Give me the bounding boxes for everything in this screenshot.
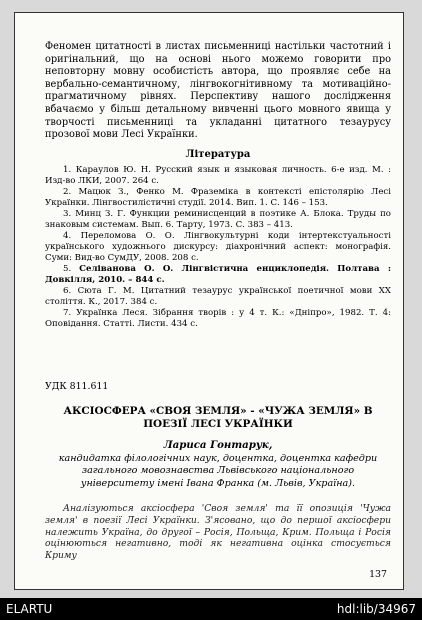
reference-item: 3. Минц З. Г. Функции реминисценций в поэтике А. Блока. Труды по знаковым системам. Вып. 6. Тарту, 1973. С. 383 – 413. [45, 209, 391, 230]
author-name: Лариса Гонтарук, [163, 439, 273, 451]
literature-heading: Література [185, 149, 251, 160]
page-number: 137 [369, 569, 387, 580]
article-title: АКСІОСФЕРА «СВОЯ ЗЕМЛЯ» - «ЧУЖА ЗЕМЛЯ» В ПОЕЗІЇ ЛЕСІ УКРАЇНКИ [63, 405, 373, 430]
reference-item: 4. Переломова О. О. Лінгвокультурні коди інтертекстуальності українського художнього дискурсу: діахронічний аспект: монографія. Суми: Вид-во СумДУ, 2008. 208 с. [45, 231, 391, 263]
reference-item: 1. Караулов Ю. Н. Русский язык и языковая личность. 6-е изд. М. : Изд-во ЛКИ, 2007. 264 с. [45, 165, 391, 186]
intro-paragraph: Феномен цитатності в листах письменниці настільки частотний і оригінальний, що на основі нього можемо говорити про неповторну мовну особистість автора, що проявляє себе на вербально-семантичному, лінгвокогнітивному та мотиваційно-прагматичному рівнях. Перспективу нашого дослідження вбачаємо у більш детальному вивченні цього мовного явища у творчості письменниці та укладанні цитатного тезаурусу прозової мови Лесі Українки. [45, 41, 391, 141]
reference-item: 5. Селіванова О. О. Лінгвістична енциклопедія. Полтава : Довкілля, 2010. – 844 с. [45, 264, 391, 285]
footer-bar [0, 598, 422, 620]
footer-repository-name: ELARTU [6, 602, 53, 616]
document-page [14, 12, 404, 590]
reference-item: 7. Українка Леся. Зібрання творів : у 4 т. К.: «Дніпро», 1982. Т. 4: Оповідання. Статті. Листи. 434 с. [45, 308, 391, 329]
author-affiliation: кандидатка філологічних наук, доцентка, доцентка кафедри загального мовознавства Львівського національного університету імені Івана Франка (м. Львів, Україна). [58, 453, 378, 489]
abstract-paragraph: Аналізуються аксіосфера 'Своя земля' та її опозиція 'Чужа земля' в поезії Лесі Українки. З'ясовано, що до першої аксіосфери належить Україна, до другої – Росія, Польща, Крим. Польща і Росія оцінюються негативно, тоді як негативна оцінка стосується Криму [45, 503, 391, 562]
reference-item: 2. Мацюк З., Фенко М. Фраземіка в контексті епістолярію Лесі Українки. Лінгвостилістичні студії. 2014. Вип. 1. С. 146 – 153. [45, 187, 391, 208]
reference-list [45, 165, 391, 330]
footer-handle: hdl:lib/34967 [336, 602, 416, 616]
udk-code: УДК 811.611 [45, 381, 109, 392]
reference-item: 6. Сюта Г. М. Цитатний тезаурус української поетичної мови XX століття. К., 2017. 384 с. [45, 286, 391, 307]
